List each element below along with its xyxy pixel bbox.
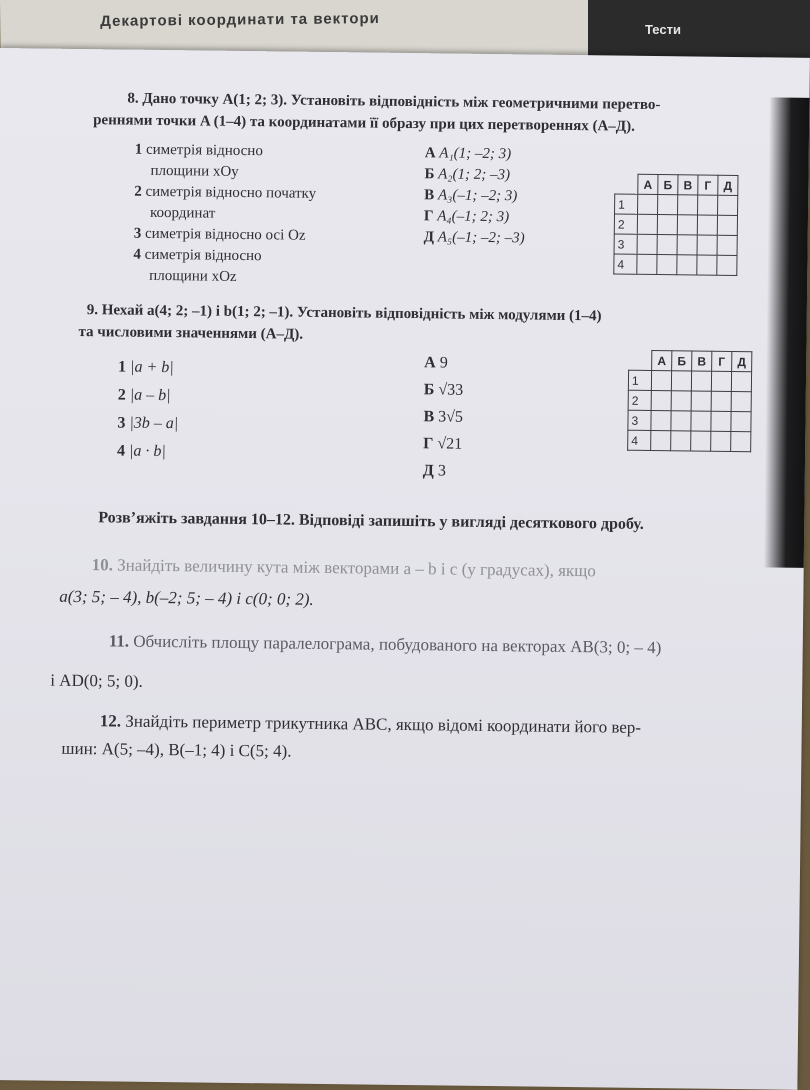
header-tab-label: Тести [645,22,681,37]
task-12-number: 12. [99,711,122,731]
list-item: 2 |a – b| [117,386,171,405]
grid-col-header: В [678,175,698,195]
task-8-text: Дано точку A(1; 2; 3). Установіть відповідність між геометричними перетво- [142,90,661,114]
grid-col-header: Д [732,351,752,371]
answer-cell[interactable] [718,195,738,215]
answer-cell[interactable] [711,431,731,451]
answer-cell[interactable] [678,195,698,215]
answer-cell[interactable] [731,411,751,431]
answer-cell[interactable] [691,431,711,451]
answer-cell[interactable] [657,235,677,255]
grid-col-header: Б [672,351,692,371]
answer-cell[interactable] [717,215,737,235]
task-11-line-2: і AD(0; 5; 0). [50,670,143,691]
answer-cell[interactable] [637,254,657,274]
answer-cell[interactable] [711,371,731,391]
task-10-line-2: a(3; 5; – 4), b(–2; 5; – 4) і c(0; 0; 2). [59,586,314,609]
task-11-line-1: Обчисліть площу паралелограма, побудованого на векторах AB(3; 0; – 4) [133,631,662,658]
grid-row-header: 4 [628,430,651,450]
answer-cell[interactable] [671,411,691,431]
grid-row-header: 3 [628,410,651,430]
grid-row-header: 3 [614,234,637,254]
task-9-statement-cont: та числовими значеннями (А–Д). [78,323,304,343]
list-item: Г A₄(–1; 2; 3) [423,208,510,226]
grid-row-header: 1 [628,370,651,390]
task-9-text: Нехай a(4; 2; –1) і b(1; 2; –1). Установіть відповідність між модулями (1–4) [101,302,602,325]
page-edge-shadow [764,97,810,567]
answer-cell[interactable] [691,391,711,411]
task-12-line-1: Знайдіть периметр трикутника ABC, якщо відомі координати його вер- [125,711,642,737]
list-item-cont: площини xOz [149,267,237,285]
grid-col-header: Д [718,175,738,195]
answer-cell[interactable] [697,235,717,255]
answer-cell[interactable] [677,235,697,255]
answer-cell[interactable] [677,255,697,275]
answer-cell[interactable] [717,255,737,275]
answer-cell[interactable] [671,431,691,451]
answer-cell[interactable] [711,391,731,411]
list-item: 1 симетрія відносно [134,141,263,160]
task-12-line-2: шин: A(5; –4), B(–1; 4) і C(5; 4). [61,738,292,761]
answer-cell[interactable] [691,371,711,391]
answer-cell[interactable] [671,391,691,411]
list-item: 2 симетрія відносно початку [134,183,317,202]
task-10-line-1: Знайдіть величину кута між векторами a – b і c (у градусах), якщо [117,555,596,581]
task-8-left-list [133,140,395,290]
grid-row-header: 4 [614,254,637,274]
answer-cell[interactable] [657,255,677,275]
answer-cell[interactable] [731,391,751,411]
answer-cell[interactable] [697,215,717,235]
answer-cell[interactable] [651,390,671,410]
answer-cell[interactable] [671,371,691,391]
grid-col-header: Б [658,175,678,195]
answer-cell[interactable] [677,215,697,235]
grid-row-header: 2 [628,390,651,410]
answer-cell[interactable] [658,195,678,215]
task-9-right-list [423,349,565,486]
answer-cell[interactable] [651,430,671,450]
answer-cell[interactable] [691,411,711,431]
answer-cell[interactable] [637,214,657,234]
task-9-answer-grid [627,350,752,453]
answer-cell[interactable] [698,195,718,215]
list-item: 1 |a + b| [118,358,174,377]
grid-col-header: А [652,350,672,370]
answer-cell[interactable] [651,370,671,390]
answer-cell[interactable] [637,234,657,254]
answer-cell[interactable] [638,194,658,214]
task-10-number: 10. [91,555,114,575]
task-9-number: 9. [86,302,99,319]
task-8-number: 8. [127,90,139,107]
list-item-cont: площини xOy [150,162,239,180]
list-item: 3 |3b – a| [117,414,179,433]
grid-row-header: 2 [614,214,637,234]
list-item: Д A₅(–1; –2; –3) [423,229,525,247]
worksheet-page [0,48,810,1090]
list-item: 4 симетрія відносно [133,246,262,265]
answer-cell[interactable] [717,235,737,255]
task-11-statement [109,629,799,661]
answer-cell[interactable] [731,371,751,391]
list-item: 4 |a · b| [116,442,166,461]
section-heading: Розв’яжіть завдання 10–12. Відповіді запишіть у вигляді десяткового дробу. [98,509,644,533]
grid-col-header: В [692,351,712,371]
task-8-answer-grid [613,174,738,277]
answer-cell[interactable] [731,431,751,451]
list-item: Г √21 [423,435,463,453]
list-item: А 9 [424,354,448,372]
list-item: Б √33 [423,381,464,399]
answer-cell[interactable] [651,410,671,430]
answer-cell[interactable] [697,255,717,275]
list-item: Б A₂(1; 2; –3) [424,166,511,184]
task-12-statement [100,709,800,742]
running-header-title: Декартові координати та вектори [100,10,380,30]
grid-col-header: Г [712,351,732,371]
list-item: А A₁(1; –2; 3) [424,145,512,163]
task-8-right-list [424,143,605,250]
list-item-cont: координат [149,204,216,222]
list-item: В 3√5 [423,408,464,426]
list-item: Д 3 [422,462,446,480]
header-tab-band [588,0,810,64]
grid-col-header: Г [698,175,718,195]
task-11-number: 11. [108,631,130,651]
list-item: В A₃(–1; –2; 3) [424,187,518,205]
answer-cell[interactable] [657,215,677,235]
grid-col-header: А [638,174,658,194]
grid-row-header: 1 [615,194,638,214]
answer-cell[interactable] [711,411,731,431]
list-item: 3 симетрія відносно осі Oz [133,225,306,244]
task-10-statement [92,553,792,586]
task-8-statement-cont: реннями точки A (1–4) та координатами її образу при цих перетвореннях (А–Д). [93,112,636,135]
task-9-left-list [117,353,238,466]
